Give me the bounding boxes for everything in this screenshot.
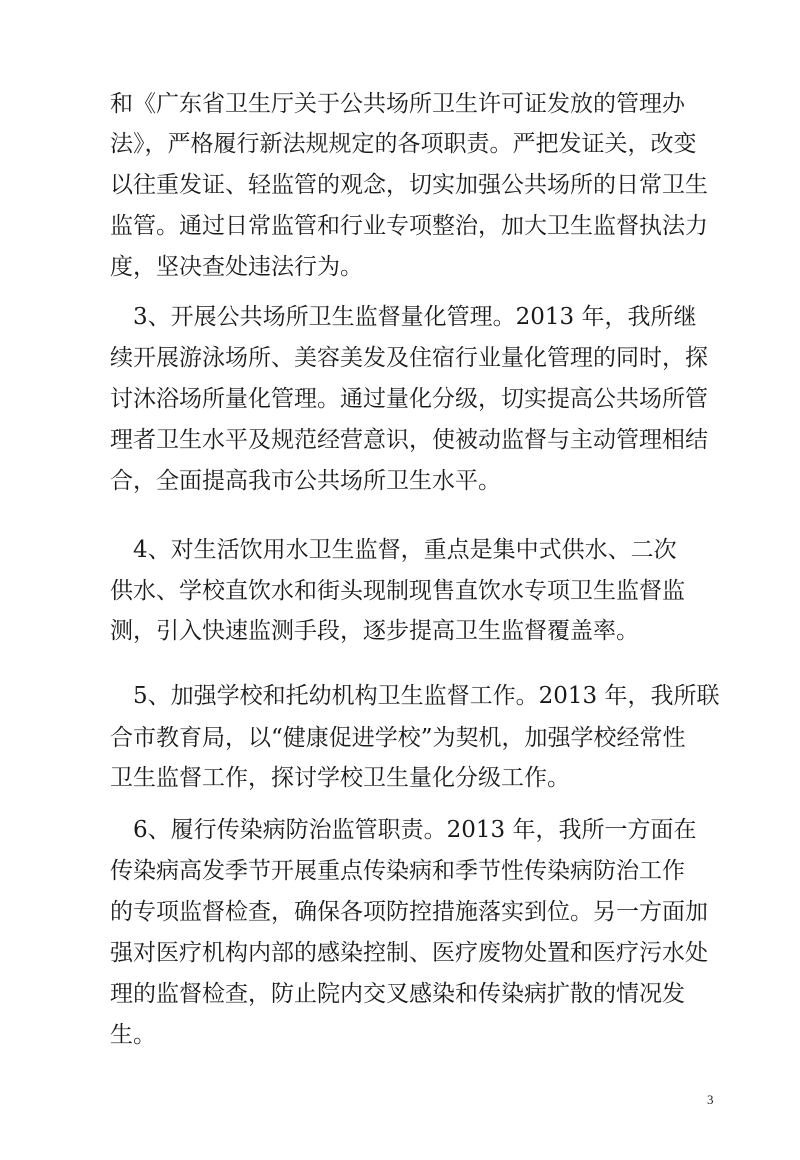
text-line: 和《广东省卫生厅关于公共场所卫生许可证发放的管理办 [110,91,685,117]
text-line: 理的监督检查，防止院内交叉感染和传染病扩散的情况发 [110,981,685,1007]
text-line: 强对医疗机构内部的感染控制、医疗废物处置和医疗污水处 [110,940,708,966]
text-line: 6、履行传染病防治监管职责。2013 年，我所一方面在 [110,817,697,843]
text-line: 4、对生活饮用水卫生监督，重点是集中式供水、二次 [110,537,677,563]
text-line: 卫生监督工作，探讨学校卫生量化分级工作。 [110,765,570,791]
text-line: 生。 [110,1022,156,1048]
text-line: 5、加强学校和托幼机构卫生监督工作。2013 年，我所联 [110,683,720,709]
text-line: 供水、学校直饮水和街头现制现售直饮水专项卫生监督监 [110,578,685,604]
text-line: 理者卫生水平及规范经营意识，使被动监督与主动管理相结 [110,427,708,453]
text-line: 监管。通过日常监管和行业专项整治，加大卫生监督执法力 [110,213,708,239]
text-line: 合，全面提高我市公共场所卫生水平。 [110,468,501,494]
text-line: 续开展游泳场所、美容美发及住宿行业量化管理的同时，探 [110,345,708,371]
page-number: 3 [707,1092,714,1107]
text-line: 度，坚决查处违法行为。 [110,254,363,280]
text-line: 法》，严格履行新法规规定的各项职责。严把发证关，改变 [110,131,697,157]
text-line: 合市教育局，以“健康促进学校”为契机，加强学校经常性 [110,725,686,751]
text-line: 测，引入快速监测手段，逐步提高卫生监督覆盖率。 [110,618,639,644]
text-line: 讨沐浴场所量化管理。通过量化分级，切实提高公共场所管 [110,386,708,412]
text-line: 以往重发证、轻监管的观念，切实加强公共场所的日常卫生 [110,172,708,198]
text-line: 3、开展公共场所卫生监督量化管理。2013 年，我所继 [110,304,697,330]
text-line: 传染病高发季节开展重点传染病和季节性传染病防治工作 [110,858,685,884]
text-line: 的专项监督检查，确保各项防控措施落实到位。另一方面加 [110,899,708,925]
